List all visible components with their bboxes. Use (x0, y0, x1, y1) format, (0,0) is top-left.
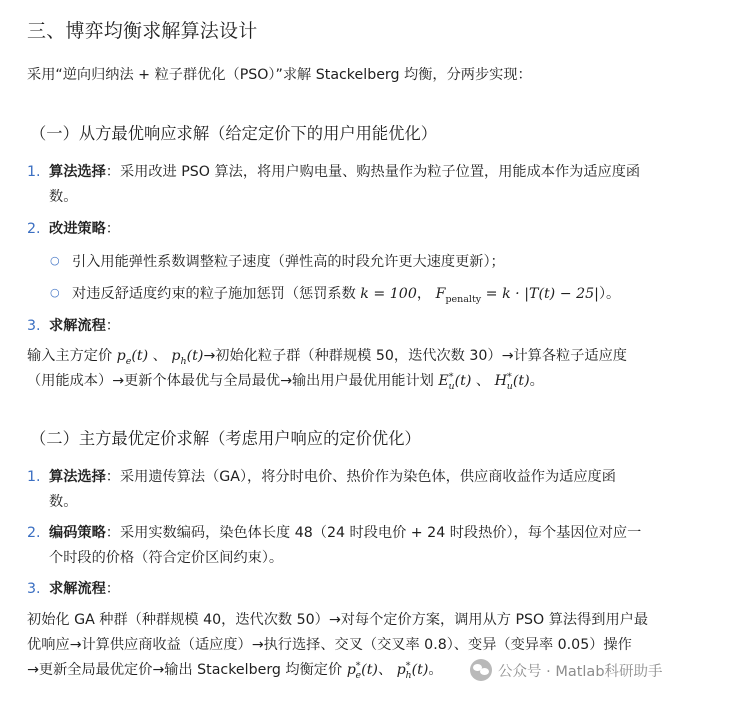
strategy-item: ○ 对违反舒适度约束的粒子施加惩罚（惩罚系数 k = 100， $F_{penalty} = k \cdot |T(t) - 25|$）。 (50, 281, 730, 306)
item-text: ： (105, 581, 120, 597)
part1-item-1 (27, 160, 727, 210)
part2-flow: 初始化 GA 种群（种群规模 40，迭代次数 50）→对每个定价方案，调用从方 PSO 算法得到用户最 优响应→计算供应商收益（适应度）→执行选择、交叉（交叉率 0.8）、变异（变异率 0.05）操作 →更新全局最优定价→输出 Stackelberg 均衡定价 $p^*_e(t)$、 $p^*_h(t)$。 (27, 612, 649, 681)
watermark-text: 公众号 · Matlab科研助手 (498, 663, 663, 680)
strategy-item: ○ 引入用能弹性系数调整粒子速度（弹性高的时段允许更大速度更新）； (50, 249, 730, 274)
item-number: 2. (27, 221, 41, 237)
wechat-icon (470, 659, 492, 681)
part1-item-3 (27, 314, 727, 339)
item-label: 改进策略 (49, 221, 106, 237)
math-ph-star: $p^*_h(t)$ (396, 660, 429, 681)
part1-heading: （一）从方最优响应求解（给定定价下的用户用能优化） (30, 124, 438, 143)
part2-item-3 (27, 577, 727, 602)
item-label: 求解流程 (49, 581, 106, 597)
item-text: ： (105, 221, 120, 237)
intro-paragraph: 采用“逆向归纳法 + 粒子群优化（PSO）”求解 Stackelberg 均衡，分两步实现： (27, 67, 532, 83)
math-hu: $H^*_u(t)$ (494, 371, 530, 392)
item-label: 算法选择 (49, 164, 106, 180)
part1-flow: 输入主方定价 $p_e(t)$ 、 $p_h(t)\to$初始化粒子群（种群规模 50，迭代次数 30）→计算各粒子适应度 （用能成本）→更新个体最优与全局最优→输出用户最优用能计划 $E^*_u(t)$ 、 $H^*_u(t)$。 (27, 348, 627, 392)
item-text-cont: 数。 (49, 189, 78, 205)
item-text: ： (105, 318, 120, 334)
math-pe-star: $p^*_e(t)$ (346, 660, 378, 681)
part2-item-2 (27, 521, 727, 571)
item-text-cont: 个时段的价格（符合定价区间约束）。 (49, 550, 284, 566)
part1-item-2 (27, 217, 727, 242)
item-text: ：采用改进 PSO 算法，将用户购电量、购热量作为粒子位置，用能成本作为适应度函 (105, 164, 641, 180)
section-title: 三、博弈均衡求解算法设计 (27, 20, 258, 42)
part2-heading: （二）主方最优定价求解（考虑用户响应的定价优化） (30, 429, 421, 448)
math-ph: $p_h(t)$ (171, 348, 204, 367)
item-number: 1. (27, 164, 41, 180)
bullet-icon: ○ (50, 286, 60, 299)
part2-item-1 (27, 465, 727, 515)
item-text-cont: 数。 (49, 494, 78, 510)
item-number: 3. (27, 581, 41, 597)
penalty-formula: $F_{penalty} = k \cdot |T(t) - 25|$ (435, 286, 599, 305)
item-text: ：采用实数编码，染色体长度 48（24 时段电价 + 24 时段热价），每个基因位对应一 (105, 525, 642, 541)
item-label: 求解流程 (49, 318, 106, 334)
item-number: 1. (27, 469, 41, 485)
item-label: 算法选择 (49, 469, 106, 485)
math-eu: $E^*_u(t)$ (438, 371, 472, 392)
watermark (470, 659, 663, 681)
item-label: 编码策略 (49, 525, 106, 541)
bullet-icon: ○ (50, 254, 60, 267)
math-pe: $p_e(t)$ (116, 348, 149, 367)
item-number: 3. (27, 318, 41, 334)
penalty-coefficient: k = 100 (360, 286, 417, 302)
item-number: 2. (27, 525, 41, 541)
item-text: ：采用遗传算法（GA），将分时电价、热价作为染色体，供应商收益作为适应度函 (105, 469, 616, 485)
